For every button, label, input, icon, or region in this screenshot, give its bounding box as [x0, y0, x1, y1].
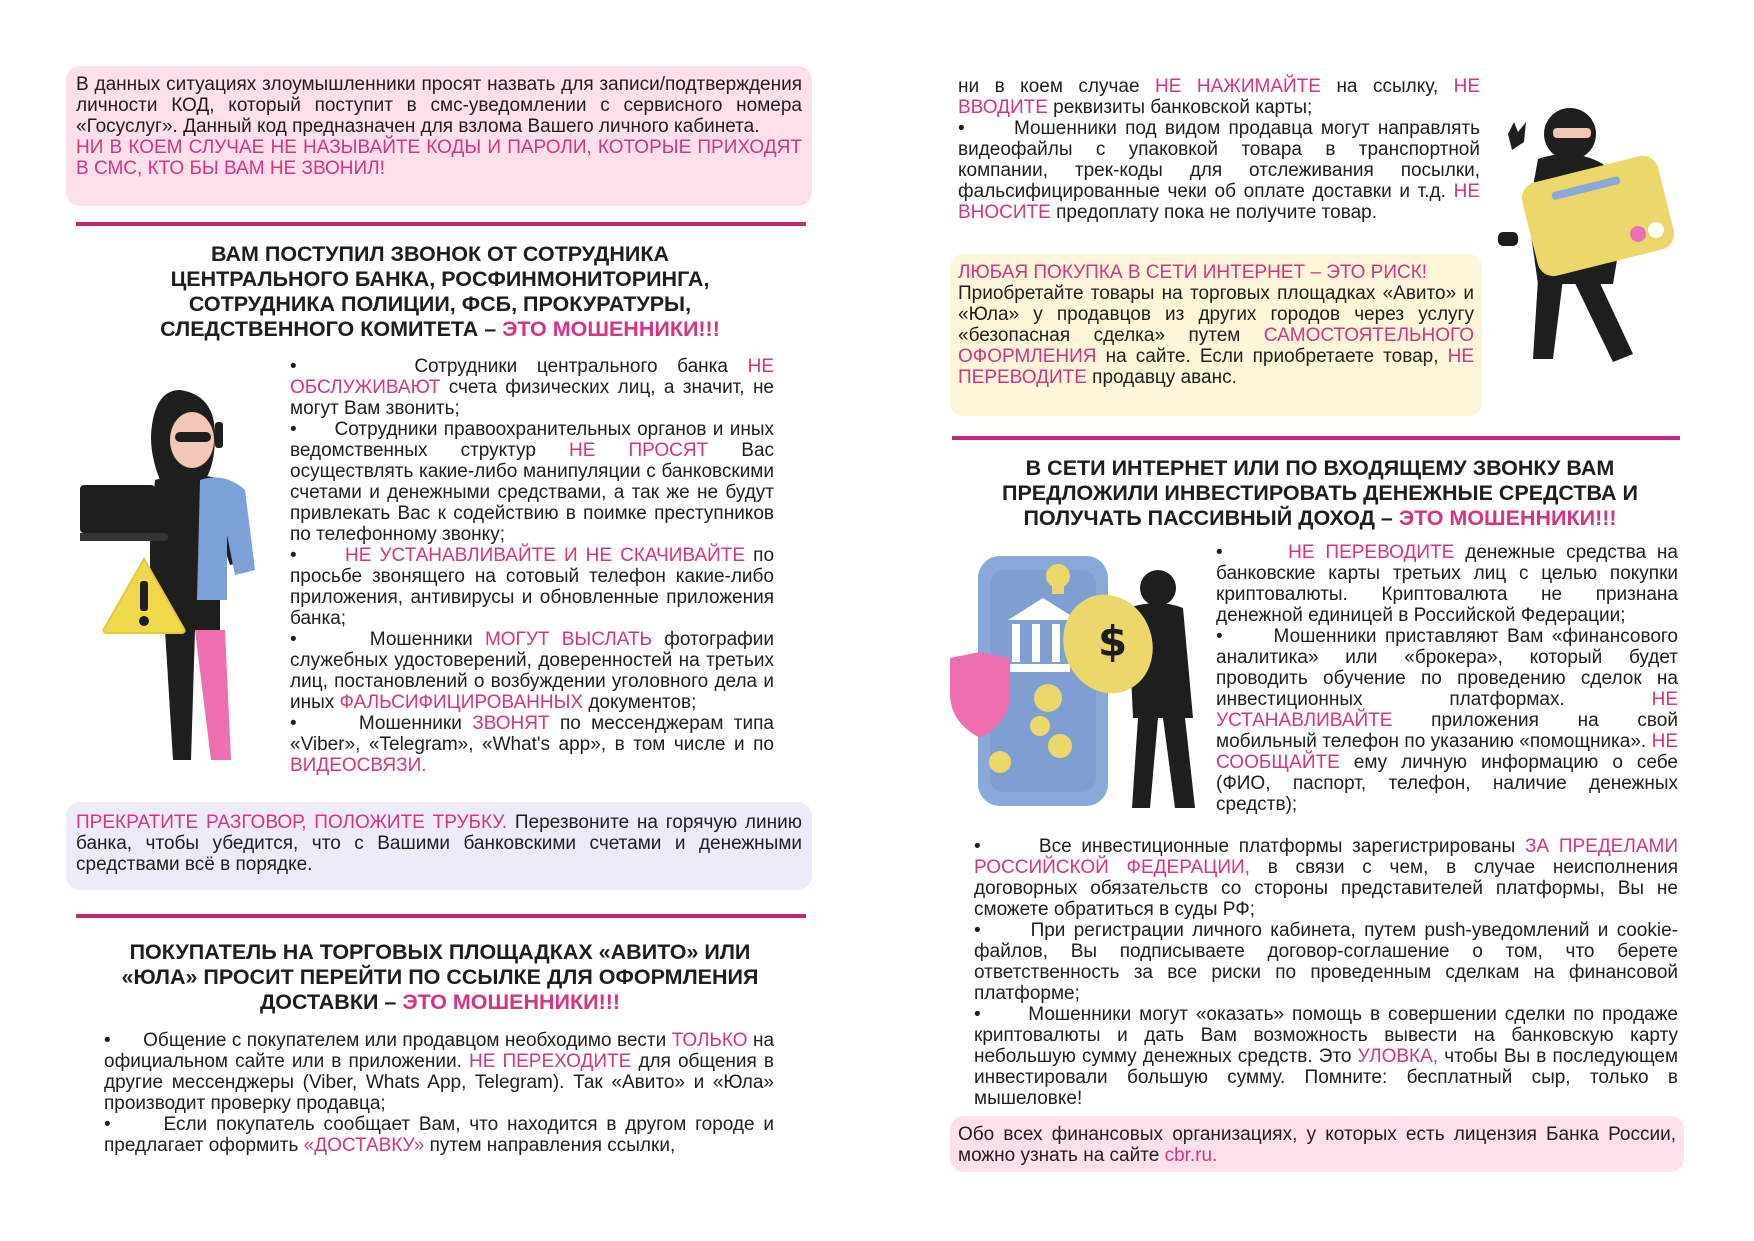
section-3-bullets-bottom: • Все инвестиционные платформы зарегистрированы ЗА ПРЕДЕЛАМИ РОССИЙСКОЙ ФЕДЕРАЦИИ, в связи с чем, в случае неисполнения договорных обязательств со стороны представителей платформы, Вы не сможете обратиться в суды РФ; • При регистрации личного кабинета, путем push-уведомлений и cookie-файлов, Вы подписываете договор-соглашение о том, что берете ответственность за все риски по проведенным сделкам на финансовой платформе; • Мошенники могут «оказать» помощь в совершении сделки по продаже криптовалюты и дать Вам возможность вывести на банковскую карту небольшую сумму денежных средств. Это УЛОВКА, чтобы Вы в последующем инвестировали большую сумму. Помните: бесплатный сыр, только в мышеловке! — [974, 836, 1679, 1109]
section-2-heading: ПОКУПАТЕЛЬ НА ТОРГОВЫХ ПЛОЩАДКАХ «АВИТО» ИЛИ «ЮЛА» ПРОСИТ ПЕРЕЙТИ ПО ССЫЛКЕ ДЛЯ ОФОРМЛЕНИЯ ДОСТАВКИ – ЭТО МОШЕННИКИ!!! — [121, 940, 759, 1014]
intro-text: В данных ситуациях злоумышленники просят назвать для записи/подтверждения личности КОД, который поступит в смс-уведомлении с сервисного номера «Госуслуг». Данный код предназначен для взлома Вашего личного кабинета. НИ В КОЕМ СЛУЧАЕ НЕ НАЗЫВАЙТЕ КОДЫ И ПАРОЛИ, КОТОРЫЕ ПРИХОДЯТ В СМС, КТО БЫ ВАМ НЕ ЗВОНИЛ! — [76, 74, 802, 179]
section-1-heading: ВАМ ПОСТУПИЛ ЗВОНОК ОТ СОТРУДНИКА ЦЕНТРАЛЬНОГО БАНКА, РОСФИНМОНИТОРИНГА, СОТРУДНИКА ПОЛИЦИИ, ФСБ, ПРОКУРАТУРЫ, СЛЕДСТВЕННОГО КОМИТЕТА – ЭТО МОШЕННИКИ!!! — [160, 242, 720, 341]
online-purchase-risk-text: ЛЮБАЯ ПОКУПКА В СЕТИ ИНТЕРНЕТ – ЭТО РИСК! Приобретайте товары на торговых площадках «Авито» и «Юла» у продавцов из других городов через услугу «безопасная сделка» путем САМОСТОЯТЕЛЬНОГО ОФОРМЛЕНИЯ на сайте. Если приобретаете товар, НЕ ПЕРЕВОДИТЕ продавцу аванс. — [958, 262, 1475, 388]
section-1-bullets: • Сотрудники центрального банка НЕ ОБСЛУЖИВАЮТ счета физических лиц, а значит, не могут Вам звонить; • Сотрудники правоохранительных органов и иных ведомственных структур НЕ ПРОСЯТ Вас осуществлять какие-либо манипуляции с банковскими счетами и денежными средствами, а так же не будут привлекать Вас к содействию в поимке преступников по телефонному звонку; • НЕ УСТАНАВЛИВАЙТЕ И НЕ СКАЧИВАЙТЕ по просьбе звонящего на сотовый телефон какие-либо приложения, антивирусы и обновленные приложения банка; • Мошенники МОГУТ ВЫСЛАТЬ фотографии служебных удостоверений, доверенностей на третьих лиц, постановлений о возбуждении уголовного дела и иных ФАЛЬСИФИЦИРОВАННЫХ документов; • Мошенники ЗВОНЯТ по мессенджерам типа «Viber», «Telegram», «What's app», в том числе и по ВИДЕОСВЯЗИ. — [290, 356, 775, 776]
svg-text:$: $ — [1098, 617, 1128, 666]
thief-with-money-bag-and-phone-bank-illustration — [948, 548, 1204, 818]
divider-1 — [76, 222, 806, 226]
divider-2 — [76, 914, 806, 918]
section-3-heading: В СЕТИ ИНТЕРНЕТ ИЛИ ПО ВХОДЯЩЕМУ ЗВОНКУ ВАМ ПРЕДЛОЖИЛИ ИНВЕСТИРОВАТЬ ДЕНЕЖНЫЕ СРЕДСТВА И ПОЛУЧАТЬ ПАССИВНЫЙ ДОХОД – ЭТО МОШЕННИКИ!!! — [1002, 456, 1638, 530]
divider-3 — [952, 436, 1680, 440]
warning-sign-icon — [100, 555, 188, 635]
section-2-continuation: ни в коем случае НЕ НАЖИМАЙТЕ на ссылку, НЕ ВВОДИТЕ реквизиты банковской карты; • Мошенники под видом продавца могут направлять видеофайлы с упаковкой товара в транспортной компании, трек-коды для отслеживания посылки, фальсифицированные чеки об оплате доставки и т.д. НЕ ВНОСИТЕ предоплату пока не получите товар. — [958, 76, 1481, 223]
hang-up-advice-text: ПРЕКРАТИТЕ РАЗГОВОР, ПОЛОЖИТЕ ТРУБКУ. Перезвоните на горячую линию банка, чтобы убедится, что с Вашими банковскими счетами и денежными средствами всё в порядке. — [76, 812, 802, 875]
section-3-bullets-top: • НЕ ПЕРЕВОДИТЕ денежные средства на банковские карты третьих лиц с целью покупки криптовалюты. Криптовалюта не признана денежной единицей в Российской Федерации; • Мошенники приставляют Вам «финансового аналитика» или «брокера», который будет проводить обучение по проведению сделок на инвестиционных платформах. НЕ УСТАНАВЛИВАЙТЕ приложения на свой мобильный телефон по указанию «помощника». НЕ СООБЩАЙТЕ ему личную информацию о себе (ФИО, паспорт, телефон, наличие денежных средств); — [1216, 542, 1678, 815]
thief-with-bank-card-illustration — [1498, 104, 1688, 374]
section-2-bullets: • Общение с покупателем или продавцом необходимо вести ТОЛЬКО на официальном сайте или в приложении. НЕ ПЕРЕХОДИТЕ для общения в другие мессенджеры (Viber, Whats App, Telegram). Так «Авито» и «Юла» производит проверку продавца; • Если покупатель сообщает Вам, что находится в другом городе и предлагает оформить «ДОСТАВКУ» путем направления ссылки, — [104, 1030, 775, 1156]
cbr-link[interactable]: cbr.ru. — [1164, 1145, 1218, 1166]
bank-license-info-text: Обо всех финансовых организациях, у которых есть лицензия Банка России, можно узнать на сайте cbr.ru. — [958, 1124, 1676, 1166]
